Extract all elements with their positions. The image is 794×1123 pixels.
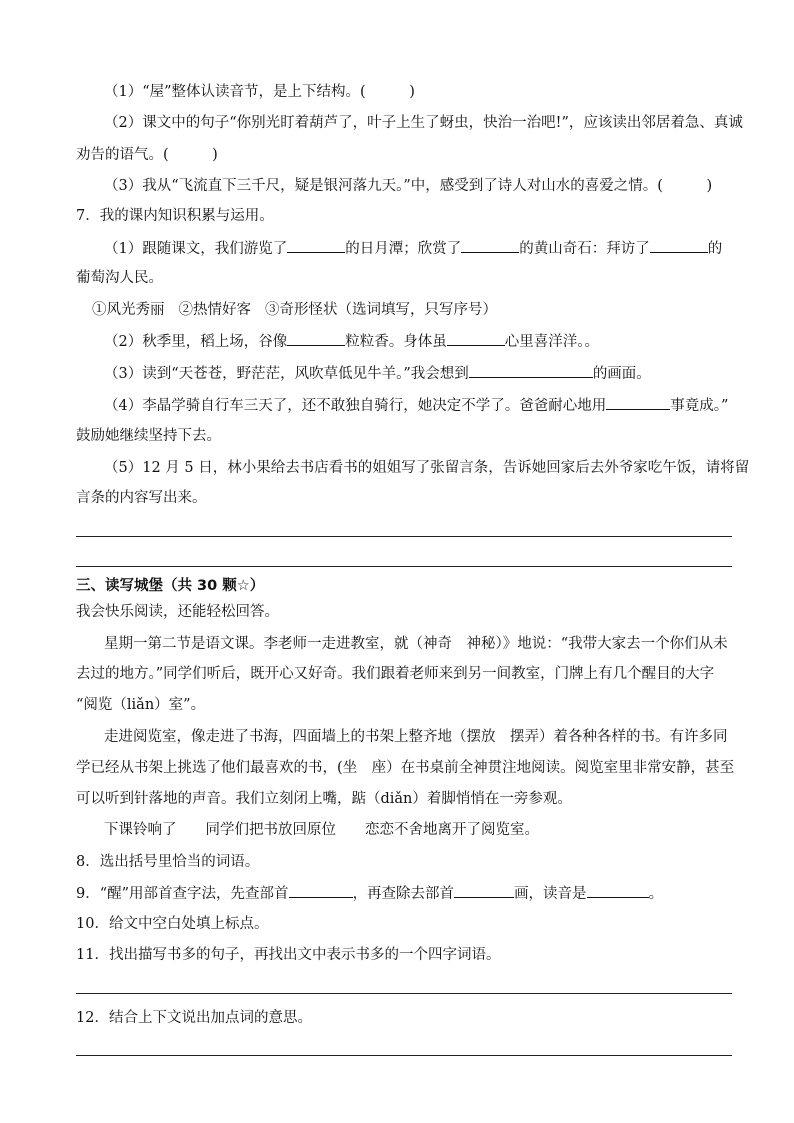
passage-p1-line2: 去过的地方。”同学们听后，既开心又好奇。我们跟着老师来到另一间教室，门牌上有几个醒目的大字 — [76, 666, 715, 682]
q7-s2-blank-2[interactable] — [447, 331, 505, 346]
q9 — [76, 883, 663, 904]
q7-s1-blank-2[interactable] — [461, 238, 519, 253]
passage-p1-line1: 星期一第二节是语文课。李老师一走进教室，就（神奇 神秘）》地说：“我带大家去一个你们从未 — [104, 636, 728, 652]
q7-s2-text-a: （2）秋季里，稻上场，谷像 — [104, 334, 288, 350]
q7-s2-text-c: 心里喜洋洋。。 — [504, 334, 599, 350]
q7-s2-blank-1[interactable] — [287, 331, 345, 346]
q8: 8．选出括号里恰当的词语。 — [76, 854, 260, 870]
q7-option-3: ③奇形怪状（选词填写，只写序号） — [265, 302, 497, 318]
q7-s1-text-a: （1）跟随课文，我们游览了 — [104, 241, 288, 257]
q9-text-d: 。 — [648, 886, 664, 902]
judge-q2-line1: （2）课文中的句子“你别光盯着葫芦了，叶子上生了蚜虫，快治一治吧!”，应该读出邻居着急、真诚 — [104, 115, 743, 131]
judge-q2-line2: 劝告的语气。( ) — [76, 147, 218, 163]
q7-s2-text-b: 粒粒香。身体虽 — [345, 334, 447, 350]
q7-s4-text-b: 事竟成。” — [670, 398, 729, 414]
q7-s5-line2: 言条的内容写出来。 — [76, 490, 207, 506]
q7-s1-text-d: 的 — [707, 241, 723, 257]
answer-line-3[interactable] — [76, 993, 732, 994]
passage-p3: 下课铃响了 同学们把书放回原位 恋恋不舍地离开了阅览室。 — [104, 822, 539, 838]
q7-s4-line2: 鼓励她继续坚持下去。 — [76, 428, 221, 444]
q7-s4-blank[interactable] — [606, 395, 670, 410]
q9-text-a: 9．“醒”用部首查字法，先查部首 — [76, 886, 289, 902]
q7-s1-line2: 葡萄沟人民。 — [76, 270, 163, 286]
q7-s1-line1 — [104, 238, 722, 259]
q7-s3 — [104, 363, 651, 384]
judge-q3: （3）我从“飞流直下三千尺，疑是银河落九天。”中，感受到了诗人对山水的喜爱之情。( ) — [104, 178, 713, 194]
passage-p1-line3: “阅览（liǎn）室”。 — [76, 697, 206, 713]
q7-s1-text-c: 的黄山奇石：拜访了 — [519, 241, 650, 257]
q7-s4-text-a: （4）李晶学骑自行车三天了，还不敢独自骑行，她决定不学了。爸爸耐心地用 — [104, 398, 607, 414]
q7-s5-line1: （5）12 月 5 日，林小果给去书店看书的姐姐写了张留言条，告诉她回家后去外爷家吃午饭，请将留 — [104, 460, 750, 476]
q7-s1-blank-1[interactable] — [287, 238, 345, 253]
q9-text-c: 画，读音是 — [514, 886, 587, 902]
passage-p2-line2: 学已经从书架上挑选了他们最喜欢的书，(坐 座）在书桌前全神贯注地阅读。阅览室里非常安静，甚至 — [76, 760, 735, 776]
q9-text-b: ，再查除去部首 — [352, 886, 455, 902]
q7-s3-blank[interactable] — [469, 363, 593, 378]
q11: 11．找出描写书多的句子，再找出文中表示书多的一个四字词语。 — [76, 947, 501, 963]
q7-s1-text-b: 的日月潭；欣赏了 — [345, 241, 462, 257]
q7-title: 7．我的课内知识积累与运用。 — [76, 208, 274, 224]
q7-s2 — [104, 331, 599, 352]
passage-p2-line3: 可以听到针落地的声音。我们立刻闭上嘴，踮（diǎn）着脚悄悄在一旁参观。 — [76, 791, 572, 807]
answer-line-4[interactable] — [76, 1055, 732, 1056]
q9-blank-1[interactable] — [289, 883, 353, 898]
q7-s4-line1 — [104, 395, 728, 416]
answer-line-1[interactable] — [76, 536, 732, 537]
section3-intro: 我会快乐阅读，还能轻松回答。 — [76, 604, 279, 620]
q7-option-1: ①风光秀丽 — [92, 302, 165, 318]
q7-s3-text-b: 的画面。 — [592, 366, 651, 382]
q12: 12．结合上下文说出加点词的意思。 — [76, 1010, 312, 1026]
q9-blank-2[interactable] — [454, 883, 514, 898]
q7-s1-blank-3[interactable] — [650, 238, 708, 253]
section3-heading: 三、读写城堡（共 30 颗☆） — [76, 578, 265, 594]
q7-option-2: ②热情好客 — [178, 302, 251, 318]
q7-options — [92, 300, 497, 320]
answer-line-2[interactable] — [76, 566, 732, 567]
q9-blank-3[interactable] — [587, 883, 649, 898]
judge-q1: （1）“屋”整体认读音节，是上下结构。( ) — [104, 84, 415, 100]
passage-p2-line1: 走进阅览室，像走进了书海，四面墙上的书架上整齐地（摆放 摆弄）着各种各样的书。有许多同 — [104, 729, 728, 745]
q7-s3-text-a: （3）读到“天苍苍，野茫茫，风吹草低见牛羊。”我会想到 — [104, 366, 469, 382]
q10: 10．给文中空白处填上标点。 — [76, 916, 269, 932]
